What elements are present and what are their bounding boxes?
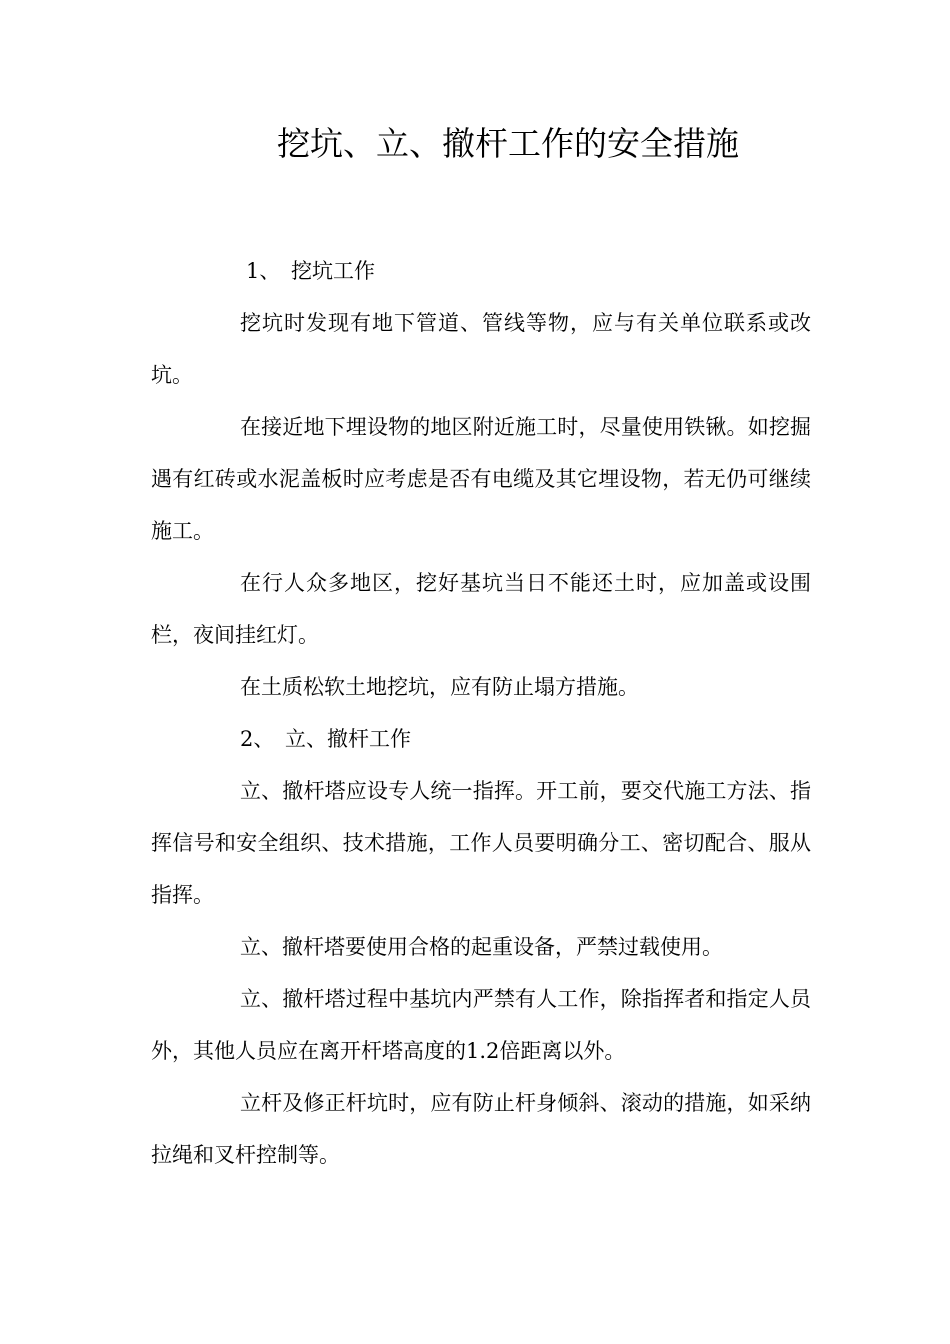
paragraph: 在接近地下埋设物的地区附近施工时，尽量使用铁锹。如挖掘遇有红砖或水泥盖板时应考虑是否有电缆及其它埋设物，若无仍可继续施工。 xyxy=(151,415,811,543)
section-heading-1 xyxy=(151,245,811,297)
section-number: 2、 xyxy=(240,727,275,751)
section-heading-text: 挖坑工作 xyxy=(291,259,375,283)
paragraph: 挖坑时发现有地下管道、管线等物，应与有关单位联系或改坑。 xyxy=(151,311,811,387)
section-number: 1、 xyxy=(246,259,281,283)
document-title: 挖坑、立、撤杆工作的安全措施 xyxy=(277,124,739,163)
section-heading-2 xyxy=(151,713,811,765)
paragraph: 立、撤杆塔要使用合格的起重设备，严禁过载使用。 xyxy=(240,935,723,959)
paragraph: 立、撤杆塔过程中基坑内严禁有人工作，除指挥者和指定人员外，其他人员应在离开杆塔高度的1.2倍距离以外。 xyxy=(151,987,811,1063)
paragraph: 立、撤杆塔应设专人统一指挥。开工前，要交代施工方法、指挥信号和安全组织、技术措施，工作人员要明确分工、密切配合、服从指挥。 xyxy=(151,779,811,907)
paragraph: 在土质松软土地挖坑，应有防止塌方措施。 xyxy=(240,675,639,699)
paragraph: 立杆及修正杆坑时，应有防止杆身倾斜、滚动的措施，如采纳拉绳和叉杆控制等。 xyxy=(151,1091,811,1167)
paragraph: 在行人众多地区，挖好基坑当日不能还土时，应加盖或设围栏，夜间挂红灯。 xyxy=(151,571,811,647)
section-heading-text: 立、撤杆工作 xyxy=(285,727,411,751)
document-body xyxy=(151,245,811,1181)
